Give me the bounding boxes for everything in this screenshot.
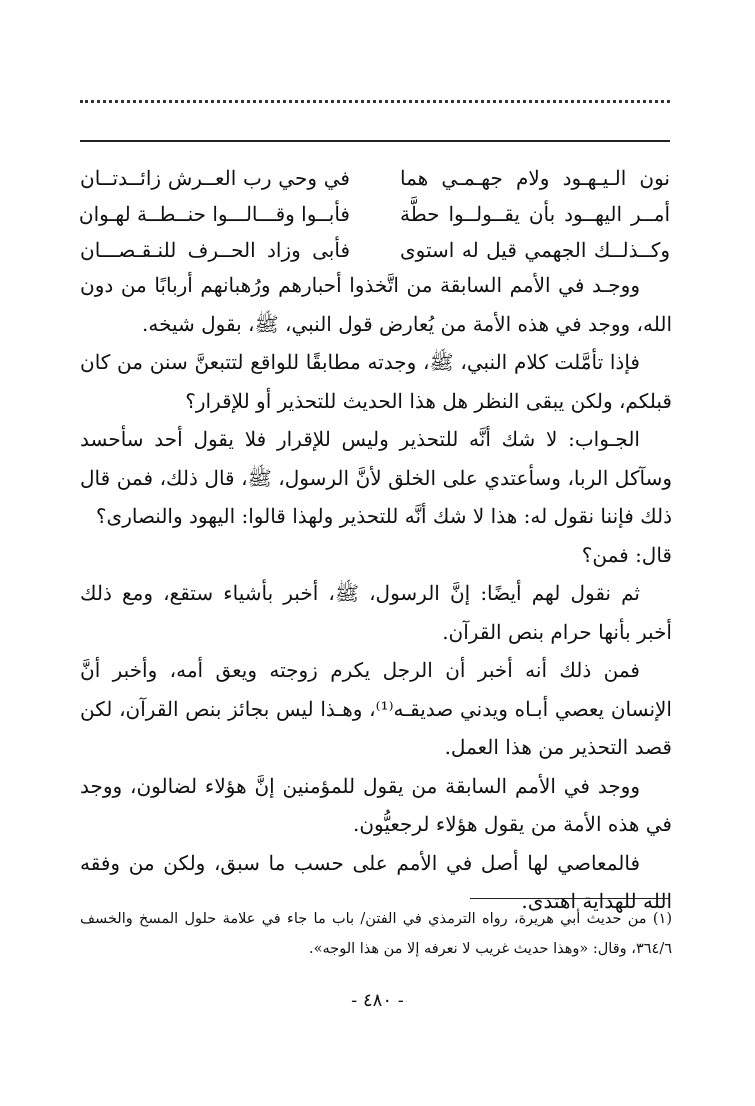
poem-verse-2 [80, 196, 670, 232]
poem-block [80, 160, 670, 268]
verse-first-hemistich: نون الـيـهـود ولام جهـمـي هما [400, 166, 670, 190]
verse-first-hemistich: وكــذلــك الجهمي قيل له استوى [400, 238, 670, 262]
paragraph-7: ووجد في الأمم السابقة من يقول للمؤمنين إنَّ هؤلاء لضالون، ووجد في هذه الأمة من يقول هؤلاء لرجعيُّون. [80, 773, 672, 836]
body-text [80, 266, 672, 921]
paragraph-4: قال: فمن؟ [581, 542, 672, 567]
verse-second-hemistich: فأبى وزاد الحــرف للنـقـصـــان [80, 238, 350, 262]
paragraph-6: فمن ذلك أنه أخبر أن الرجل يكرم زوجته ويعق أمه، وأخبر أنَّ الإنسان يعصي أبـاه ويدني صديقـه⁽¹⁾، وهـذا ليس بجائز بنص القرآن، لكن قصد التحذير من هذا العمل. [80, 658, 672, 759]
verse-second-hemistich: في وحي رب العــرش زائــدتــان [80, 166, 350, 190]
poem-verse-1 [80, 160, 670, 196]
header-dotted-rule [80, 100, 670, 103]
paragraph-3: الجـواب: لا شك أنَّه للتحذير وليس للإقرار فلا يقول أحد سأحسد وسآكل الربا، وسأعتدي على الخلق لأنَّ الرسول، ﷺ، قال ذلك، فمن قال ذلك فإننا نقول له: هذا لا شك أنَّه للتحذير ولهذا قالوا: اليهود والنصارى؟ [80, 427, 672, 528]
verse-first-hemistich: أمــر اليهــود بأن يقــولــوا حطَّة [400, 202, 670, 226]
footnote-separator [470, 898, 670, 899]
paragraph-8: فالمعاصي لها أصل في الأمم على حسب ما سبق، ولكن من وفقه الله للهداية اهتدى. [80, 850, 672, 913]
header-solid-rule [80, 140, 670, 142]
paragraph-1: ووجـد في الأمم السابقة من اتَّخذوا أحبارهم ورُهبانهم أربابًا من دون الله، ووجد في هذه الأمة من يُعارض قول النبي، ﷺ، بقول شيخه. [80, 273, 672, 336]
footnotes [80, 904, 672, 964]
paragraph-5: ثم نقول لهم أيضًا: إنَّ الرسول، ﷺ، أخبر بأشياء ستقع، ومع ذلك أخبر بأنها حرام بنص القرآن. [80, 581, 672, 644]
page-number: - ٤٨٠ - [351, 990, 404, 1011]
verse-second-hemistich: فأبــوا وقـــالـــوا حنــطــة لهـوان [78, 202, 350, 226]
footnote-1: (١) من حديث أبي هريرة، رواه الترمذي في الفتن/ باب ما جاء في علامة حلول المسخ والخسف ٣٦٤/٦، وقال: «وهذا حديث غريب لا نعرفه إلا من هذا الوجه». [80, 911, 672, 957]
paragraph-2: فإذا تأمَّلت كلام النبي، ﷺ، وجدته مطابقًا للواقع لتتبعنَّ سنن من كان قبلكم، ولكن يبقى النظر هل هذا الحديث للتحذير أو للإقرار؟ [80, 350, 672, 413]
poem-verse-3 [80, 232, 670, 268]
